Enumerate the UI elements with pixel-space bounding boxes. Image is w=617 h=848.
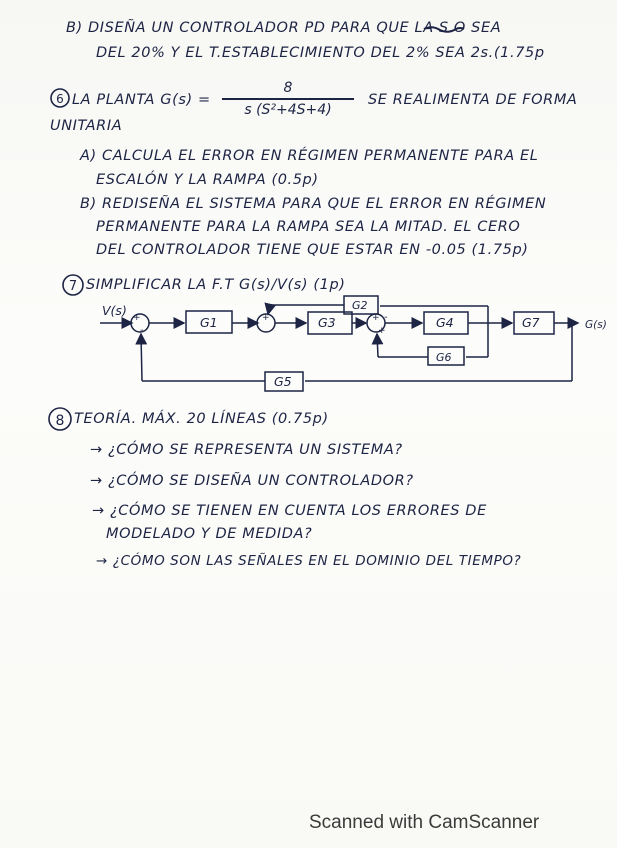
q6b2-line1: B) REDISEÑA EL SISTEMA PARA QUE EL ERROR EN RÉGIMEN <box>80 196 547 212</box>
q6-number-circle <box>51 89 69 107</box>
q6-number: 6 <box>56 92 64 106</box>
block-diagram <box>100 296 578 391</box>
q6b2-line3: DEL CONTROLADOR TIENE QUE ESTAR EN -0.05 (1.75p) <box>96 242 529 258</box>
sum3-plus: + <box>372 313 380 323</box>
q6a-line2: ESCALÓN Y LA RAMPA (0.5p) <box>96 172 319 188</box>
q8-item-3: → ¿CÓMO SE TIENEN EN CUENTA LOS ERRORES DE <box>92 503 487 519</box>
g6-label: G6 <box>436 351 452 364</box>
sum2-plus: + <box>262 313 270 323</box>
g1-label: G1 <box>200 315 218 330</box>
q8-item-4: MODELADO Y DE MEDIDA? <box>106 526 313 542</box>
sum3-plus-2: + <box>378 326 386 336</box>
g2-label: G2 <box>352 299 368 312</box>
q8-item-2: → ¿CÓMO SE DISEÑA UN CONTROLADOR? <box>90 473 414 489</box>
camscanner-footer: Scanned with CamScanner <box>309 812 540 833</box>
tf-denominator: s (S²+4S+4) <box>244 101 332 118</box>
g7-label: G7 <box>522 315 540 330</box>
q6-line2: UNITARIA <box>50 118 123 134</box>
diagram-input-label: V(s) <box>102 303 127 318</box>
q6-tail: SE REALIMENTA DE FORMA <box>368 92 578 108</box>
q8-number: 8 <box>55 413 65 429</box>
tf-numerator: 8 <box>283 80 293 96</box>
q7-number-circle <box>63 275 83 295</box>
q7-title: SIMPLIFICAR LA F.T G(s)/V(s) (1p) <box>86 277 346 293</box>
g5-label: G5 <box>274 374 292 389</box>
sum1-plus: + <box>133 313 141 323</box>
q6b-line2: DEL 20% Y EL T.ESTABLECIMIENTO DEL 2% SEA 2s.(1.75p <box>96 45 545 61</box>
sum3-minus: - <box>384 312 388 323</box>
q8-title: TEORÍA. MÁX. 20 LÍNEAS (0.75p) <box>74 411 329 427</box>
q6a-line1: A) CALCULA EL ERROR EN RÉGIMEN PERMANENTE PARA EL <box>80 148 539 164</box>
q8-item-5: → ¿CÓMO SON LAS SEÑALES EN EL DOMINIO DEL TIEMPO? <box>96 553 522 569</box>
q6b-line1: B) DISEÑA UN CONTROLADOR PD PARA QUE LA S.O SEA <box>66 20 502 36</box>
sum1-minus: - <box>140 325 144 336</box>
q8-item-1: → ¿CÓMO SE REPRESENTA UN SISTEMA? <box>90 442 403 458</box>
g3-label: G3 <box>318 315 336 330</box>
diagram-output-label: G(s) <box>585 319 607 331</box>
q8-number-circle <box>49 408 71 430</box>
g4-label: G4 <box>436 315 454 330</box>
strikeout-scribble <box>424 27 464 32</box>
q6b2-line2: PERMANENTE PARA LA RAMPA SEA LA MITAD. EL CERO <box>96 219 521 235</box>
q7-number: 7 <box>68 279 78 294</box>
q6-intro: LA PLANTA G(s) = <box>72 92 211 108</box>
